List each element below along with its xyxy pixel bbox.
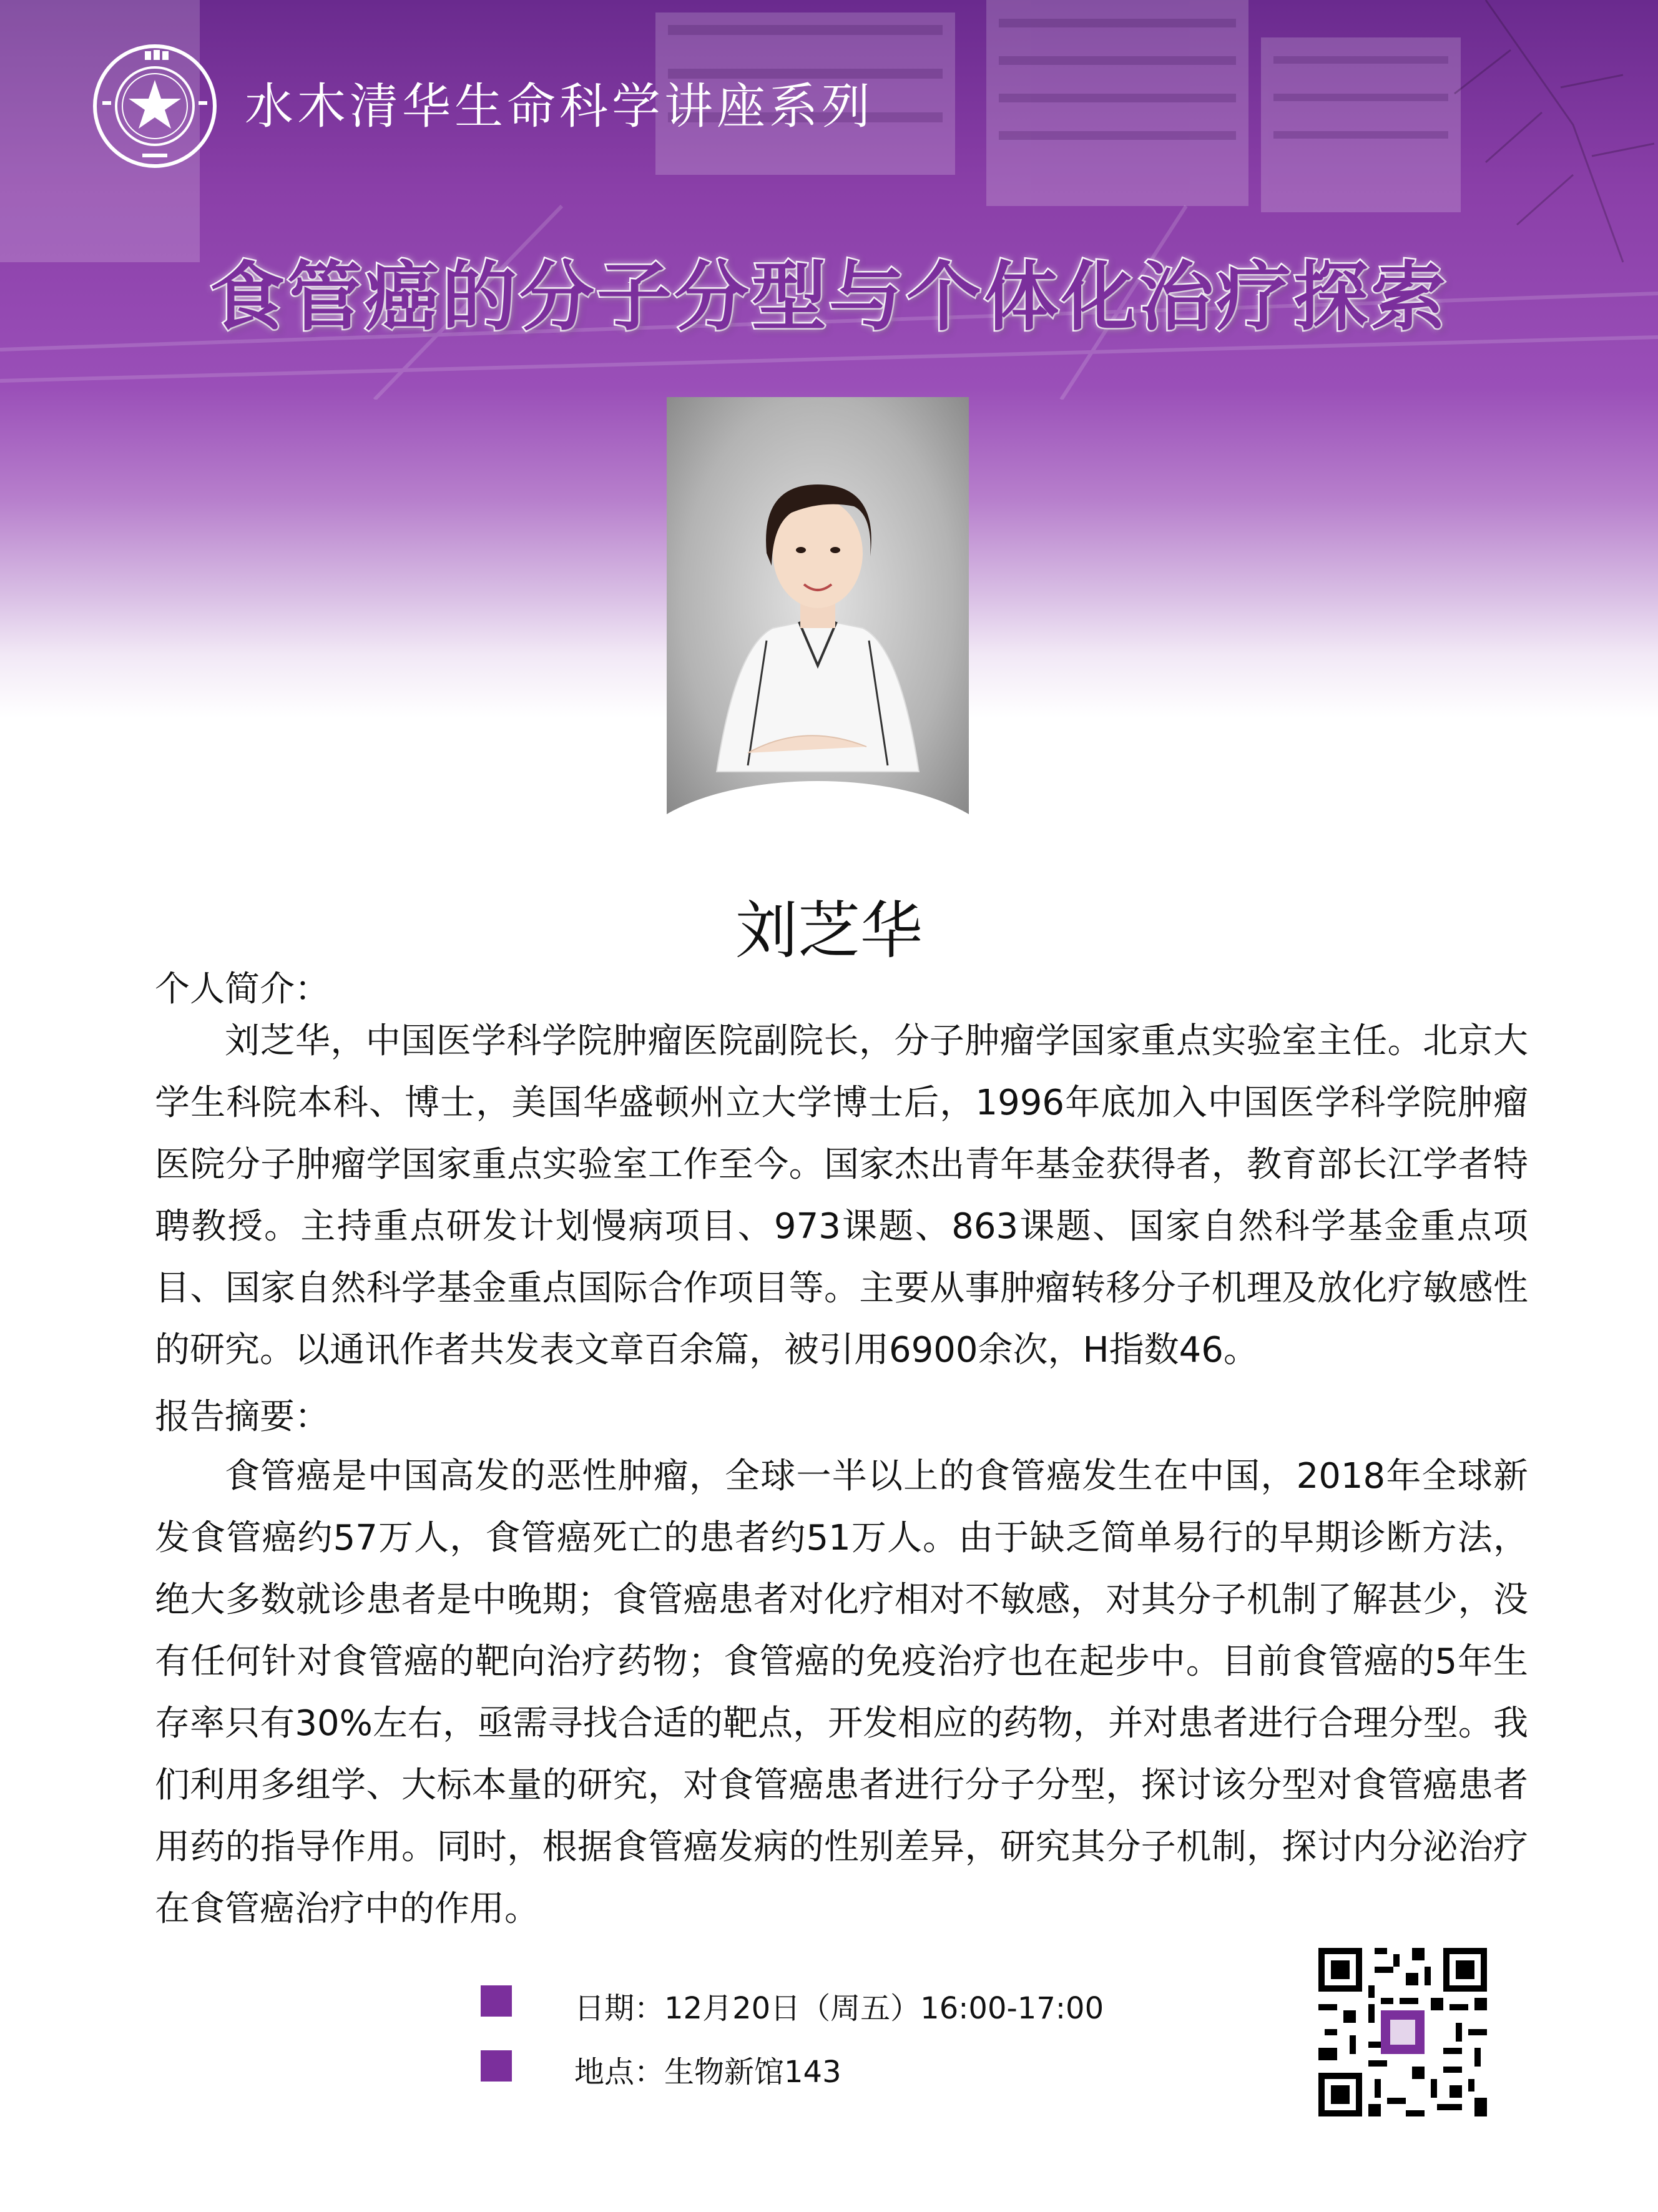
speaker-name: 刘芝华 <box>735 894 923 967</box>
lecture-title: 食管癌的分子分型与个体化治疗探索 <box>210 253 1448 341</box>
lecture-series-title: 水木清华生命科学讲座系列 <box>245 79 875 135</box>
event-location: 地点：生物新馆143 <box>574 2055 841 2090</box>
event-date: 日期：12月20日（周五）16:00-17:00 <box>574 1991 1104 2026</box>
abstract-text: 食管癌是中国高发的恶性肿瘤，全球一半以上的食管癌发生在中国，2018年全球新发食管癌约57万人，食管癌死亡的患者约51万人。由于缺乏简单易行的早期诊断方法，绝大多数就诊患者是中晚期；食管癌患者对化疗相对不敏感，对其分子机制了解甚少，没有任何针对食管癌的靶向治疗药物；食管癌的免疫治疗也在起步中。目前食管癌的5年生存率只有30%左右，亟需寻找合适的靶点，开发相应的药物，并对患者进行合理分型。我们利用多组学、大标本量的研究，对食管癌患者进行分子分型，探讨该分型对食管癌患者用药的指导作用。同时，根据食管癌发病的性别差异，研究其分子机制，探讨内分泌治疗在食管癌治疗中的作用。 <box>155 1456 1528 1929</box>
square-bullet-icon <box>481 1985 512 2017</box>
bio-heading: 个人简介： <box>155 969 330 1010</box>
abstract-heading: 报告摘要： <box>155 1397 330 1437</box>
bio-text: 刘芝华，中国医学科学院肿瘤医院副院长，分子肿瘤学国家重点实验室主任。北京大学生科院本科、博士，美国华盛顿州立大学博士后，1996年底加入中国医学科学院肿瘤医院分子肿瘤学国家重点实验室工作至今。国家杰出青年基金获得者，教育部长江学者特聘教授。主持重点研发计划慢病项目、973课题、863课题、国家自然科学基金重点项目、国家自然科学基金重点国际合作项目等。主要从事肿瘤转移分子机理及放化疗敏感性的研究。以通讯作者共发表文章百余篇，被引用6900余次，H指数46。 <box>155 1021 1528 1370</box>
square-bullet-icon <box>481 2050 512 2082</box>
qr-code-icon[interactable] <box>1318 1948 1487 2116</box>
speaker-portrait <box>667 397 969 848</box>
tsinghua-seal-icon <box>92 44 217 169</box>
